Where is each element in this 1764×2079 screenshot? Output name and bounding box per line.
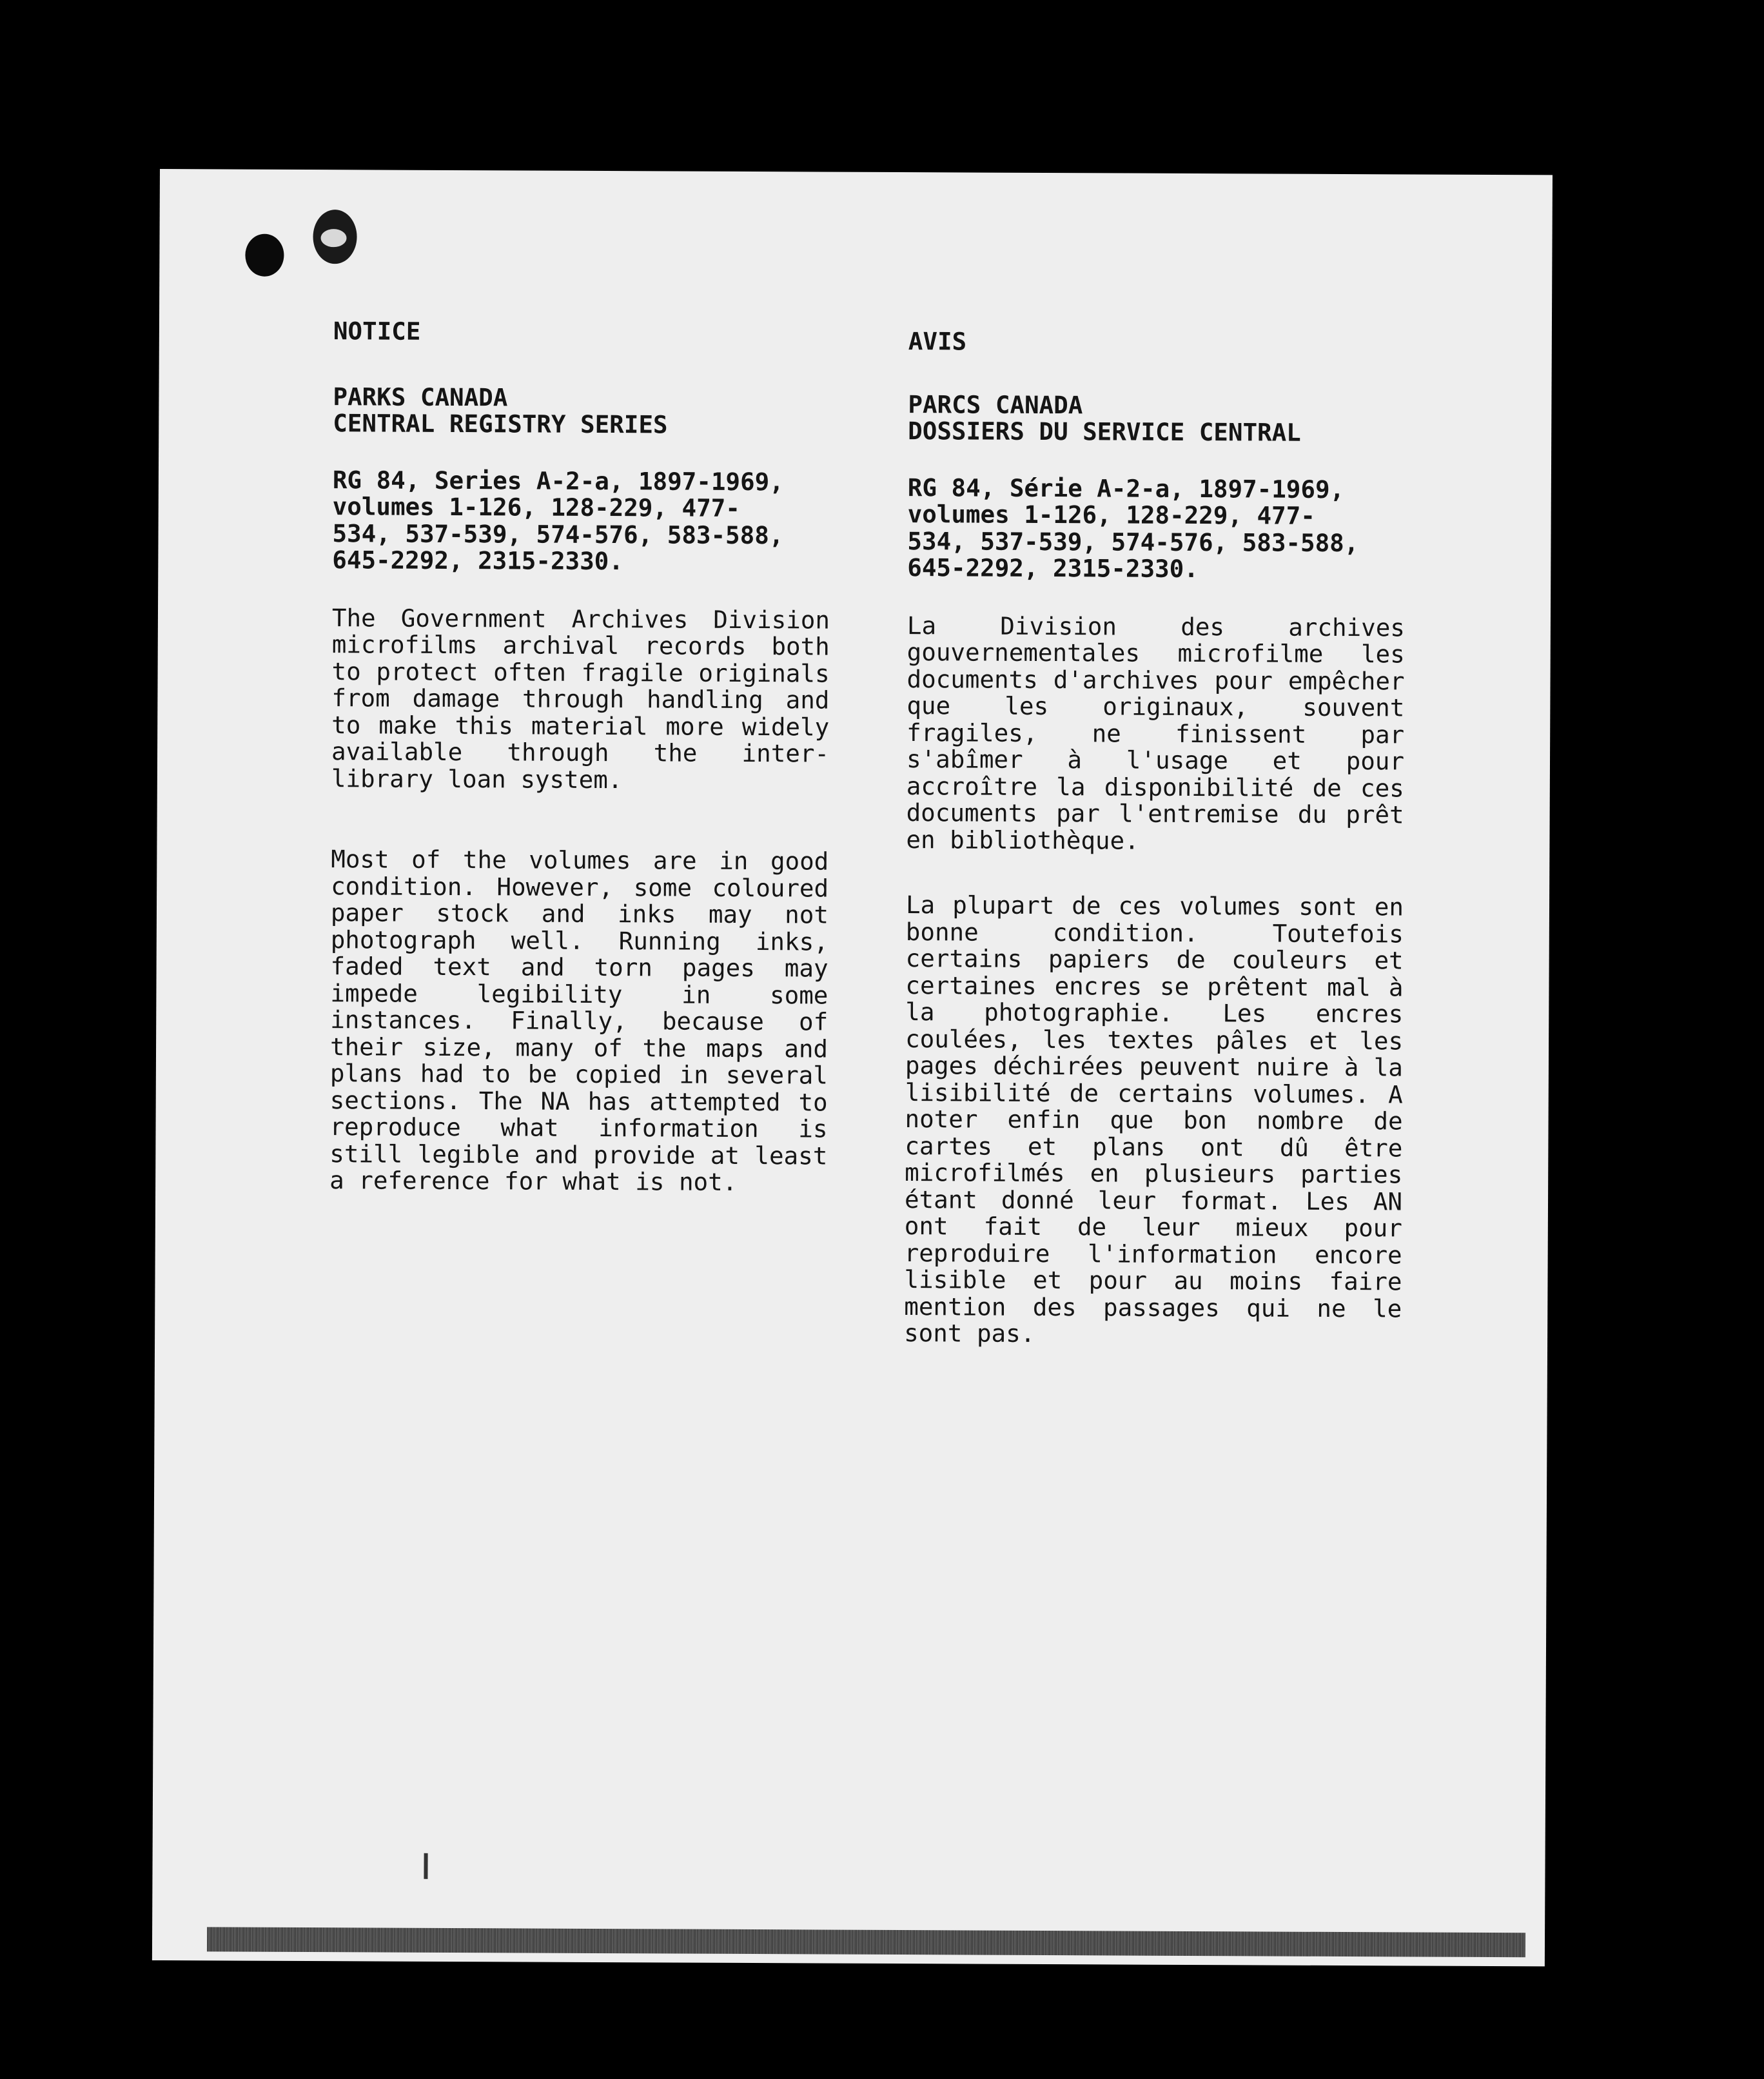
document-page bbox=[152, 169, 1553, 1966]
condition-paragraph: Most of the volumes are in good condition. However, some coloured paper stock and inks may not photograph well. Running inks, faded text and torn pages may impede legibility in some instances. Finally, because of their size, many of the maps and plans had to be copied in several sections. The NA has attempted to reproduce what information is still legible and provide at least a reference for what is not. bbox=[329, 845, 829, 1196]
organization-title: PARKS CANADA CENTRAL REGISTRY SERIES bbox=[333, 382, 668, 439]
scan-edge-strip bbox=[207, 1927, 1525, 1957]
punch-hole bbox=[313, 210, 357, 264]
series-reference: RG 84, Series A-2-a, 1897-1969, volumes 1-126, 128-229, 477- 534, 537-539, 574-576, 583-588, 645-2292, 2315-2330. bbox=[332, 465, 784, 576]
notice-french-column bbox=[904, 328, 1406, 1349]
punch-hole bbox=[245, 234, 284, 277]
notice-heading: NOTICE bbox=[333, 317, 421, 346]
condition-paragraph: La plupart de ces volumes sont en bonne condition. Toutefois certains papiers de couleurs et certaines encres se prêtent mal à la photographie. Les encres coulées, les textes pâles et les pages déchirées peuvent nuire à la lisibilité de certains volumes. A noter enfin que bon nombre de cartes et plans ont dû être microfilmés en plusieurs parties étant donné leur format. Les AN ont fait de leur mieux pour reproduire l'information encore lisible et pour au moins faire mention des passages qui ne le sont pas. bbox=[904, 891, 1404, 1348]
notice-english-column bbox=[329, 318, 831, 1196]
scan-mark bbox=[424, 1853, 427, 1879]
notice-heading: AVIS bbox=[908, 327, 967, 356]
series-reference: RG 84, Série A-2-a, 1897-1969, volumes 1-126, 128-229, 477- 534, 537-539, 574-576, 583-588, 645-2292, 2315-2330. bbox=[907, 473, 1359, 584]
organization-title: PARCS CANADA DOSSIERS DU SERVICE CENTRAL bbox=[908, 389, 1301, 447]
microfilm-purpose-paragraph: La Division des archives gouvernementales microfilme les documents d'archives pour empêcher que les originaux, souvent fragiles, ne finissent par s'abîmer à l'usage et pour accroître la disponibilité de ces documents par l'entremise du prêt en bibliothèque. bbox=[906, 611, 1406, 855]
microfilm-purpose-paragraph: The Government Archives Division microfilms archival records both to protect often fragile originals from damage through handling and to make this material more widely available through the inter-library loan system. bbox=[331, 603, 830, 794]
